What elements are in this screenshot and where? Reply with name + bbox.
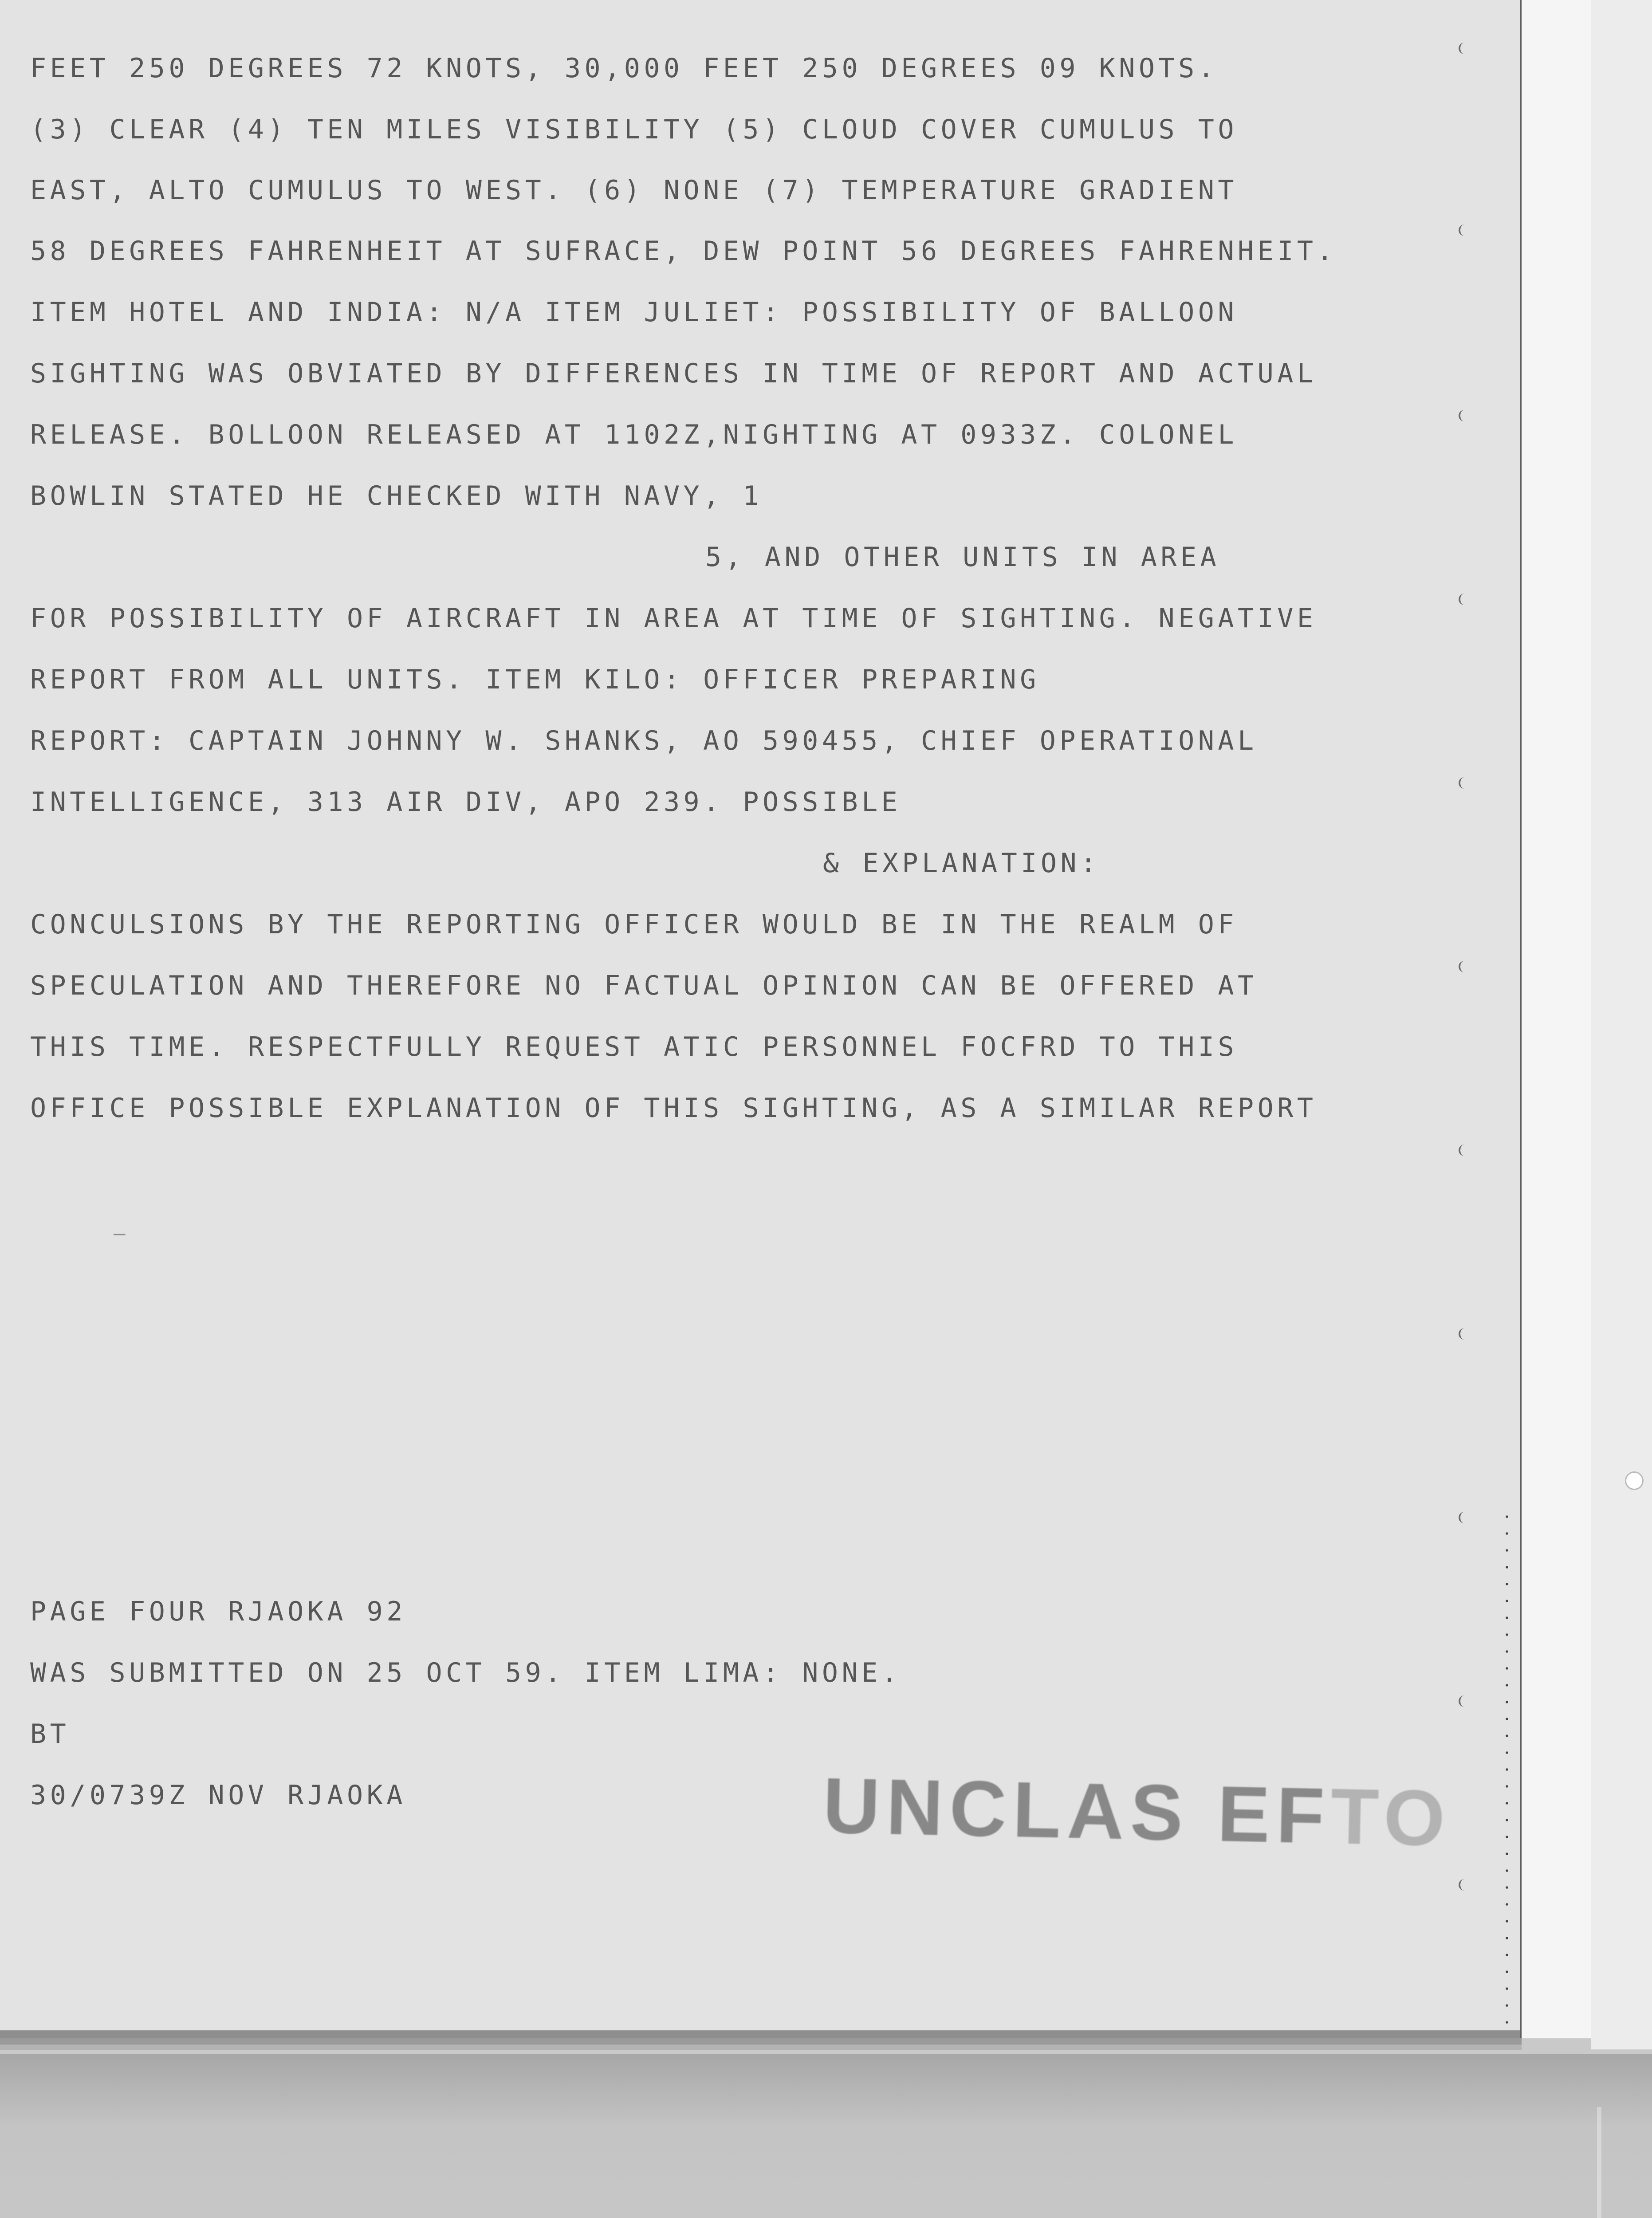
scanner-background: [0, 2054, 1652, 2218]
body-line-13: CONCULSIONS BY THE REPORTING OFFICER WOULD BE IN THE REALM OF: [30, 909, 1238, 940]
feed-mark: [1459, 410, 1465, 421]
date-time-group: 30/0739Z NOV RJAOKA: [30, 1780, 406, 1811]
explanation-fragment: & EXPLANATION:: [823, 848, 1100, 879]
feed-mark: [1459, 1879, 1465, 1891]
scan-right-edge: [1591, 0, 1652, 2049]
body-line-1: FEET 250 DEGREES 72 KNOTS, 30,000 FEET 250 DEGREES 09 KNOTS.: [30, 53, 1218, 84]
punch-hole: [1626, 1473, 1642, 1489]
body-line-8: BOWLIN STATED HE CHECKED WITH NAVY, 1: [30, 480, 763, 511]
page-continuation-line: WAS SUBMITTED ON 25 OCT 59. ITEM LIMA: NONE.: [30, 1657, 901, 1688]
perforated-margin: [1522, 0, 1591, 2038]
body-line-15: THIS TIME. RESPECTFULLY REQUEST ATIC PERSONNEL FOCFRD TO THIS: [30, 1031, 1238, 1062]
feed-mark: [1459, 1512, 1465, 1523]
stray-mark: —: [114, 1222, 126, 1245]
feed-mark: [1459, 1695, 1465, 1707]
feed-mark: [1459, 777, 1465, 789]
unclas-stamp: UNCLAS EFTO: [822, 1761, 1452, 1863]
body-line-4: 58 DEGREES FAHRENHEIT AT SUFRACE, DEW POINT 56 DEGREES FAHRENHEIT.: [30, 236, 1337, 267]
feed-mark: [1459, 43, 1465, 54]
page-header: PAGE FOUR RJAOKA 92: [30, 1596, 406, 1627]
feed-mark: [1459, 1328, 1465, 1340]
scan-artifact: [1597, 2107, 1601, 2218]
body-line-16: OFFICE POSSIBLE EXPLANATION OF THIS SIGHTING, AS A SIMILAR REPORT: [30, 1093, 1317, 1124]
feed-mark: [1459, 224, 1465, 236]
continued-fragment: 5, AND OTHER UNITS IN AREA: [705, 542, 1220, 573]
body-line-14: SPECULATION AND THEREFORE NO FACTUAL OPINION CAN BE OFFERED AT: [30, 970, 1258, 1001]
feed-mark: [1459, 594, 1465, 605]
feed-mark: [1459, 1144, 1465, 1156]
body-line-3: EAST, ALTO CUMULUS TO WEST. (6) NONE (7) TEMPERATURE GRADIENT: [30, 175, 1238, 206]
body-line-9: FOR POSSIBILITY OF AIRCRAFT IN AREA AT TIME OF SIGHTING. NEGATIVE: [30, 603, 1317, 634]
body-line-5: ITEM HOTEL AND INDIA: N/A ITEM JULIET: POSSIBILITY OF BALLOON: [30, 297, 1238, 328]
perforation-dots: [1505, 1508, 1509, 2032]
feed-mark: [1459, 961, 1465, 972]
body-line-11: REPORT: CAPTAIN JOHNNY W. SHANKS, AO 590455, CHIEF OPERATIONAL: [30, 725, 1258, 756]
body-line-12: INTELLIGENCE, 313 AIR DIV, APO 239. POSSIBLE: [30, 787, 901, 818]
break-separator: BT: [30, 1719, 70, 1750]
body-line-7: RELEASE. BOLLOON RELEASED AT 1102Z,NIGHTING AT 0933Z. COLONEL: [30, 419, 1238, 450]
body-line-6: SIGHTING WAS OBVIATED BY DIFFERENCES IN TIME OF REPORT AND ACTUAL: [30, 358, 1317, 389]
body-line-2: (3) CLEAR (4) TEN MILES VISIBILITY (5) CLOUD COVER CUMULUS TO: [30, 114, 1238, 145]
body-line-10: REPORT FROM ALL UNITS. ITEM KILO: OFFICER PREPARING: [30, 664, 1040, 695]
